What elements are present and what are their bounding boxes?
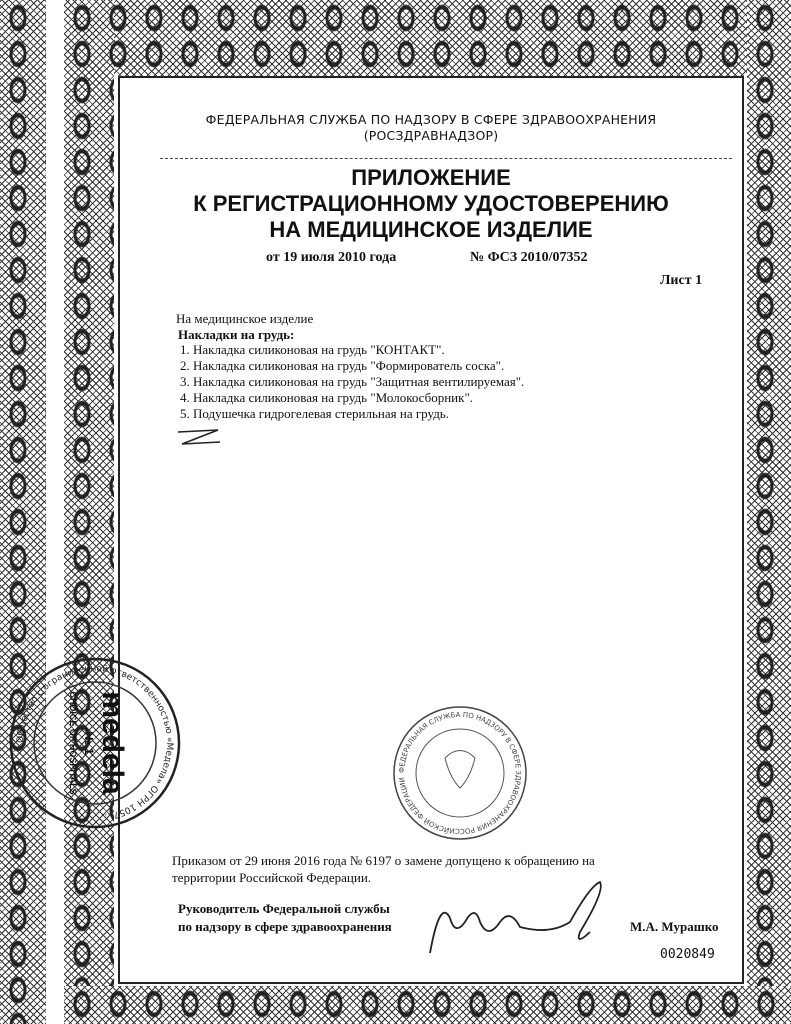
- z-strikeout-mark: [174, 426, 224, 450]
- form-serial-number: 0020849: [660, 947, 715, 962]
- agency-short-name: (РОСЗДРАВНАДЗОР): [363, 128, 499, 143]
- document-title: ПРИЛОЖЕНИЕ: [351, 165, 511, 190]
- eagle-emblem-icon: [445, 751, 475, 789]
- device-intro: На медицинское изделие: [176, 311, 314, 326]
- ornamental-border-right: [747, 0, 791, 1024]
- signature: [420, 878, 630, 968]
- list-item: 5. Подушечка гидрогелевая стерильная на грудь.: [180, 406, 449, 421]
- certificate-date: от 19 июля 2010 года: [266, 250, 397, 265]
- order-text-line2: территории Российской Федерации.: [172, 870, 372, 885]
- document-page: [118, 76, 744, 984]
- ornamental-border-top: [64, 0, 791, 76]
- adjacent-page-ornament: [0, 0, 46, 1024]
- ornamental-border-bottom: [64, 986, 791, 1024]
- document-subtitle-1: К РЕГИСТРАЦИОННОМУ УДОСТОВЕРЕНИЮ: [193, 191, 669, 216]
- list-item: 3. Накладка силиконовая на грудь "Защитная вентилируемая".: [180, 374, 525, 389]
- list-item: 1. Накладка силиконовая на грудь "КОНТАКТ".: [180, 342, 445, 357]
- header-divider: [160, 158, 732, 159]
- svg-text:ФЕДЕРАЛЬНАЯ СЛУЖБА ПО НАДЗОРУ: [398, 711, 522, 835]
- company-stamp-slogan: CHOICE OF HOSPITALS: [68, 691, 78, 795]
- order-text-line1: Приказом от 29 июня 2016 года № 6197 о замене допущено к обращению на: [172, 853, 595, 868]
- device-group: Накладки на грудь:: [178, 327, 295, 342]
- company-stamp: [5, 653, 185, 833]
- company-stamp-number: № 1: [82, 731, 96, 755]
- document-subtitle-2: НА МЕДИЦИНСКОЕ ИЗДЕЛИЕ: [269, 217, 593, 242]
- seal-ring-text: ФЕДЕРАЛЬНАЯ СЛУЖБА ПО НАДЗОРУ В СФЕРЕ ЗДРАВООХРАНЕНИЯ РОССИЙСКОЙ ФЕДЕРАЦИИ: [397, 710, 523, 836]
- ornamental-border-left: [64, 0, 114, 1024]
- company-stamp-ring-text: Общество с ограниченной ответственностью «Медела» ОГРН 1057...: [15, 663, 175, 822]
- agency-name: ФЕДЕРАЛЬНАЯ СЛУЖБА ПО НАДЗОРУ В СФЕРЕ ЗДРАВООХРАНЕНИЯ: [205, 112, 657, 127]
- list-item: 4. Накладка силиконовая на грудь "Молокосборник".: [180, 390, 474, 405]
- signatory-name: М.А. Мурашко: [630, 919, 719, 934]
- list-item: 2. Накладка силиконовая на грудь "Формирователь соска".: [180, 358, 505, 373]
- certificate-number: № ФСЗ 2010/07352: [470, 250, 588, 265]
- signatory-position-line1: Руководитель Федеральной службы: [178, 901, 390, 916]
- signatory-position-line2: по надзору в сфере здравоохранения: [178, 919, 392, 934]
- medela-logo: medela: [96, 691, 129, 795]
- government-seal: [390, 703, 530, 843]
- sheet-number: Лист 1: [660, 273, 703, 288]
